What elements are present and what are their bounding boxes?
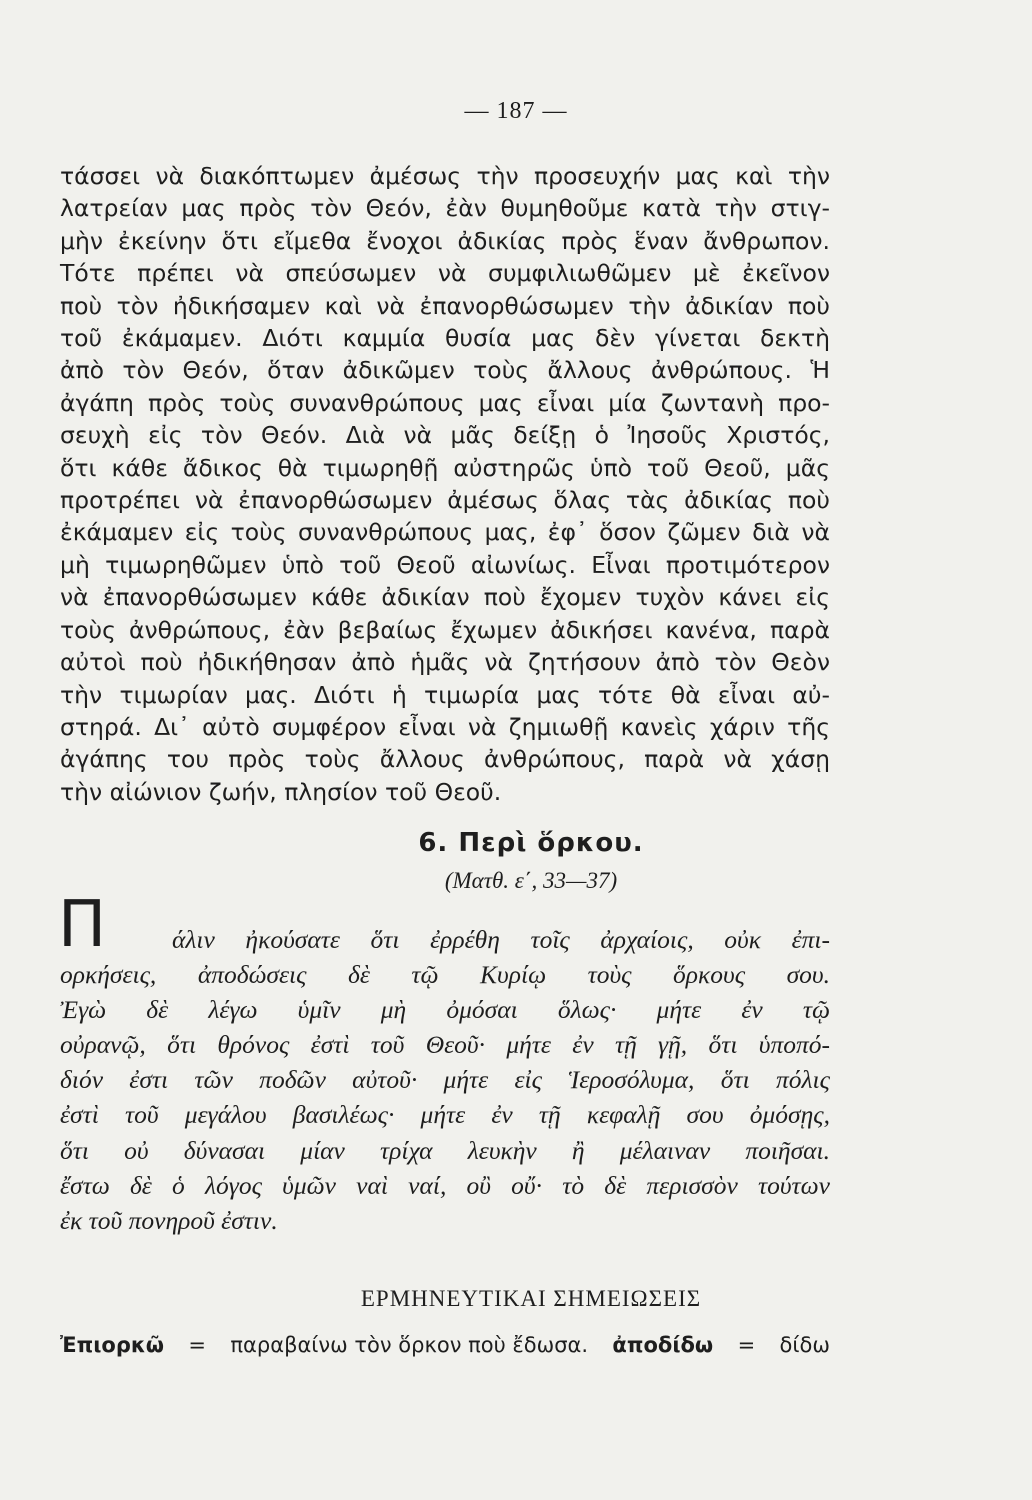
- text-line: ἀγάπης του πρὸς τοὺς ἄλλους ἀνθρώπους, παρὰ νὰ χάσῃ: [60, 745, 830, 774]
- quote-line: Ἐγὼ δὲ λέγω ὑμῖν μὴ ὀμόσαι ὅλως· μήτε ἐν τῷ: [60, 995, 830, 1025]
- note-definition: παραβαίνω τὸν ὅρκον ποὺ ἔδωσα.: [230, 1333, 589, 1357]
- body-paragraph: [60, 160, 830, 808]
- note-definition: δίδω: [779, 1333, 830, 1357]
- quote-line: άλιν ἠκούσατε ὅτι ἐρρέθη τοῖς ἀρχαίοις, οὐκ ἐπι-: [172, 925, 830, 954]
- quote-line: ἐστὶ τοῦ μεγάλου βασιλέως· μήτε ἐν τῇ κεφαλῇ σου ὀμόσῃς,: [60, 1100, 830, 1130]
- quote-line: ορκήσεις, ἀποδώσεις δὲ τῷ Κυρίῳ τοὺς ὅρκους σου.: [60, 960, 830, 990]
- text-line: μὴν ἐκείνην ὅτι εἴμεθα ἔνοχοι ἀδικίας πρὸς ἕναν ἄνθρωπον.: [60, 226, 830, 255]
- note-separator: =: [188, 1333, 207, 1357]
- text-line: τοῦ ἐκάμαμεν. Διότι καμμία θυσία μας δὲν γίνεται δεκτὴ: [60, 324, 830, 353]
- quote-line: ἔστω δὲ ὁ λόγος ὑμῶν ναὶ ναί, οὒ οὔ· τὸ δὲ περισσὸν τούτων: [60, 1170, 830, 1200]
- note-term: ἀποδίδω: [612, 1333, 714, 1357]
- text-line: τὴν τιμωρίαν μας. Διότι ἡ τιμωρία μας τότε θὰ εἶναι αὐ-: [60, 680, 830, 709]
- text-line: ἐκάμαμεν εἰς τοὺς συνανθρώπους μας, ἐφ᾽ ὅσον ζῶμεν διὰ νὰ: [60, 518, 830, 547]
- quote-line: οὐρανῷ, ὅτι θρόνος ἐστὶ τοῦ Θεοῦ· μήτε ἐν τῇ γῇ, ὅτι ὑποπό-: [60, 1030, 830, 1060]
- text-line: τὴν αἰώνιον ζωήν, πλησίον τοῦ Θεοῦ.: [60, 777, 502, 806]
- quote-line: ἐκ τοῦ πονηροῦ ἐστιν.: [60, 1205, 278, 1235]
- scripture-reference: (Ματθ. ε΄, 33—37): [444, 868, 618, 893]
- notes-entry-line: [60, 1333, 830, 1357]
- text-line: αὐτοὶ ποὺ ἠδικήθησαν ἀπὸ ἡμᾶς νὰ ζητήσουν ἀπὸ τὸν Θεὸν: [60, 648, 830, 677]
- text-line: ποὺ τὸν ἠδικήσαμεν καὶ νὰ ἐπανορθώσωμεν τὴν ἀδικίαν ποὺ: [60, 291, 830, 320]
- quote-line: διόν ἐστι τῶν ποδῶν αὐτοῦ· μήτε εἰς Ἱεροσόλυμα, ὅτι πόλις: [60, 1065, 830, 1095]
- quote-line: ὅτι οὐ δύνασαι μίαν τρίχα λευκὴν ἢ μέλαιναν ποιῆσαι.: [60, 1135, 830, 1165]
- notes-title: ΕΡΜΗΝΕΥΤΙΚΑΙ ΣΗΜΕΙΩΣΕΙΣ: [360, 1286, 702, 1311]
- text-line: τοὺς ἀνθρώπους, ἐὰν βεβαίως ἔχωμεν ἀδικήσει κανένα, παρὰ: [60, 615, 830, 644]
- section-heading: 6. Περὶ ὅρκου.: [418, 828, 644, 858]
- scripture-quote: [60, 922, 830, 1238]
- text-line: λατρείαν μας πρὸς τὸν Θεόν, ἐὰν θυμηθοῦμε κατὰ τὴν στιγ-: [60, 194, 830, 223]
- text-line: ἀπὸ τὸν Θεόν, ὅταν ἀδικῶμεν τοὺς ἄλλους ἀνθρώπους. Ἡ: [60, 356, 830, 385]
- text-line: σευχὴ εἰς τὸν Θεόν. Διὰ νὰ μᾶς δείξῃ ὁ Ἰησοῦς Χριστός,: [60, 421, 830, 450]
- note-separator: =: [737, 1333, 756, 1357]
- note-term: Ἐπιορκῶ: [60, 1333, 165, 1357]
- text-line: προτρέπει νὰ ἐπανορθώσωμεν ἀμέσως ὅλας τὰς ἀδικίας ποὺ: [60, 486, 830, 515]
- page-number: — 187 —: [464, 98, 568, 124]
- text-line: τάσσει νὰ διακόπτωμεν ἀμέσως τὴν προσευχήν μας καὶ τὴν: [60, 162, 830, 190]
- drop-cap: Π: [58, 888, 107, 962]
- text-line: ὅτι κάθε ἄδικος θὰ τιμωρηθῇ αὐστηρῶς ὑπὸ τοῦ Θεοῦ, μᾶς: [60, 453, 830, 482]
- text-line: Τότε πρέπει νὰ σπεύσωμεν νὰ συμφιλιωθῶμεν μὲ ἐκεῖνον: [60, 259, 830, 288]
- text-line: στηρά. Δι᾽ αὐτὸ συμφέρον εἶναι νὰ ζημιωθῇ κανεὶς χάριν τῆς: [60, 712, 830, 741]
- text-line: ἀγάπη πρὸς τοὺς συνανθρώπους μας εἶναι μία ζωντανὴ προ-: [60, 388, 830, 417]
- text-line: νὰ ἐπανορθώσωμεν κάθε ἀδικίαν ποὺ ἔχομεν τυχὸν κάνει εἰς: [60, 583, 830, 612]
- text-line: μὴ τιμωρηθῶμεν ὑπὸ τοῦ Θεοῦ αἰωνίως. Εἶναι προτιμότερον: [60, 550, 830, 579]
